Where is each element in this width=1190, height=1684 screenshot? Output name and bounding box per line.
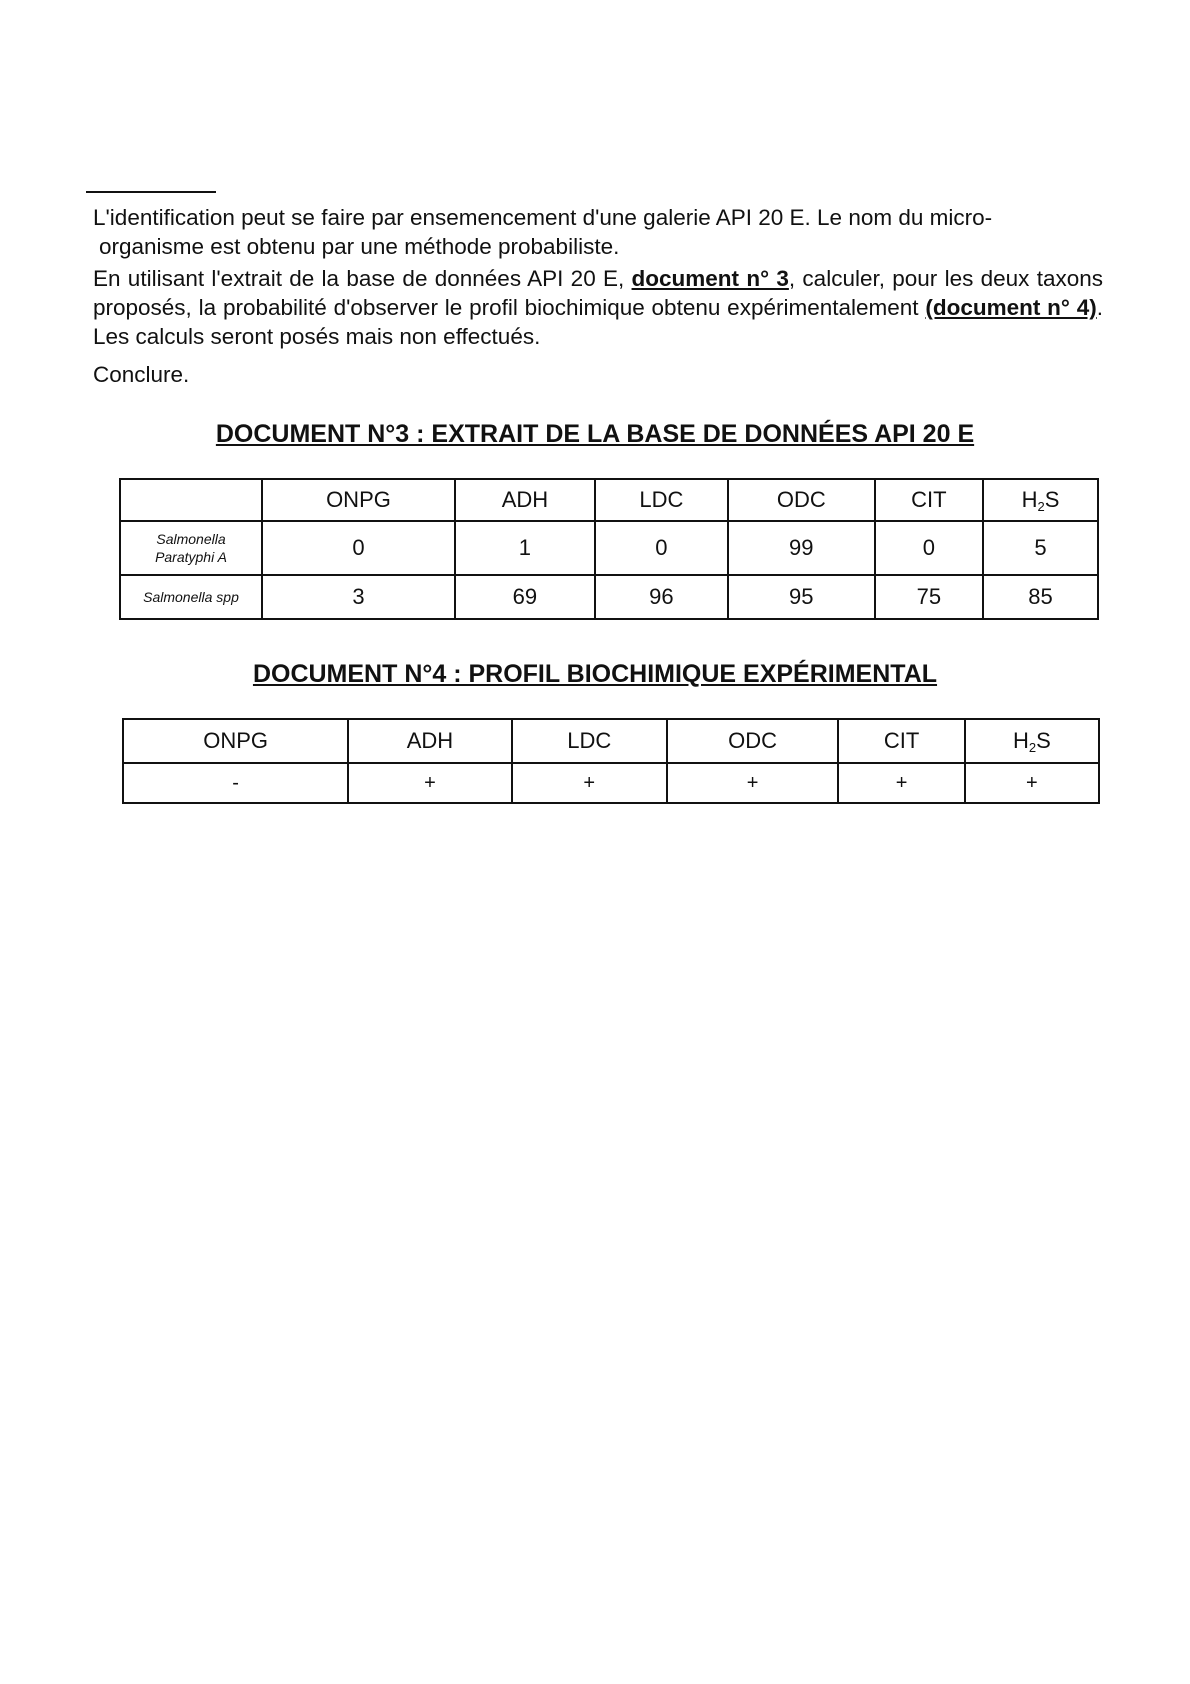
cell-odc: 99 — [728, 521, 875, 575]
row-label-line-2: Paratyphi A — [155, 549, 227, 565]
result-h2s: + — [965, 763, 1099, 803]
header-cit: CIT — [875, 479, 983, 521]
header-adh: ADH — [455, 479, 595, 521]
footnote-rule — [86, 191, 216, 193]
header-ldc: LDC — [512, 719, 667, 763]
h2s-h: H — [1012, 727, 1029, 753]
row-label-spp: Salmonella spp — [120, 575, 262, 619]
cell-odc: 95 — [728, 575, 875, 619]
table-row — [120, 575, 1098, 619]
h2s-sub: 2 — [1028, 739, 1037, 755]
result-cit: + — [838, 763, 964, 803]
result-odc: + — [667, 763, 839, 803]
document-4-reference: (document n° 4) — [925, 295, 1097, 320]
row-label-line-1: Salmonella — [156, 531, 226, 547]
intro-paragraph-2 — [93, 264, 1103, 351]
header-odc: ODC — [667, 719, 839, 763]
header-odc: ODC — [728, 479, 875, 521]
result-onpg: - — [123, 763, 348, 803]
header-onpg: ONPG — [123, 719, 348, 763]
experimental-profile-table — [122, 718, 1100, 804]
row-label-paratyphi — [120, 521, 262, 575]
p2-text-a: En utilisant l'extrait de la base de données API 20 E, — [93, 266, 632, 291]
cell-adh: 69 — [455, 575, 595, 619]
header-adh: ADH — [348, 719, 511, 763]
p2-text-b: , calculer, pour les deux taxons proposés, la probabilité d'observer le profil biochimique obtenu expérimentalement — [93, 266, 1103, 320]
intro-paragraph-1 — [93, 203, 1103, 261]
result-ldc: + — [512, 763, 667, 803]
cell-cit: 75 — [875, 575, 983, 619]
table-row — [120, 521, 1098, 575]
cell-h2s: 5 — [983, 521, 1098, 575]
cell-ldc: 0 — [595, 521, 728, 575]
p2-text-c: . Les calculs seront posés mais non effectués. — [93, 295, 1103, 349]
table-header-row — [123, 719, 1099, 763]
intro-line-2: organisme est obtenu par une méthode probabiliste. — [99, 234, 620, 259]
table-row — [123, 763, 1099, 803]
document-4-title: DOCUMENT N°4 : PROFIL BIOCHIMIQUE EXPÉRIMENTAL — [252, 660, 938, 688]
cell-ldc: 96 — [595, 575, 728, 619]
document-3-title: DOCUMENT N°3 : EXTRAIT DE LA BASE DE DONNÉES API 20 E — [215, 420, 975, 448]
header-empty-cell — [120, 479, 262, 521]
h2s-h: H — [1021, 486, 1038, 512]
cell-onpg: 0 — [262, 521, 455, 575]
cell-onpg: 3 — [262, 575, 455, 619]
header-cit: CIT — [838, 719, 964, 763]
header-ldc: LDC — [595, 479, 728, 521]
h2s-sub: 2 — [1037, 498, 1045, 514]
h2s-s: S — [1044, 486, 1060, 512]
cell-cit: 0 — [875, 521, 983, 575]
cell-adh: 1 — [455, 521, 595, 575]
table-header-row — [120, 479, 1098, 521]
api20e-database-table — [119, 478, 1099, 620]
header-h2s — [983, 479, 1098, 521]
intro-paragraph-3: Conclure. — [93, 362, 190, 387]
result-adh: + — [348, 763, 511, 803]
intro-line-1: L'identification peut se faire par ensemencement d'une galerie API 20 E. Le nom du micro- — [93, 205, 993, 230]
document-3-reference: document n° 3 — [631, 266, 789, 291]
h2s-s: S — [1036, 727, 1051, 753]
header-h2s — [965, 719, 1099, 763]
cell-h2s: 85 — [983, 575, 1098, 619]
header-onpg: ONPG — [262, 479, 455, 521]
